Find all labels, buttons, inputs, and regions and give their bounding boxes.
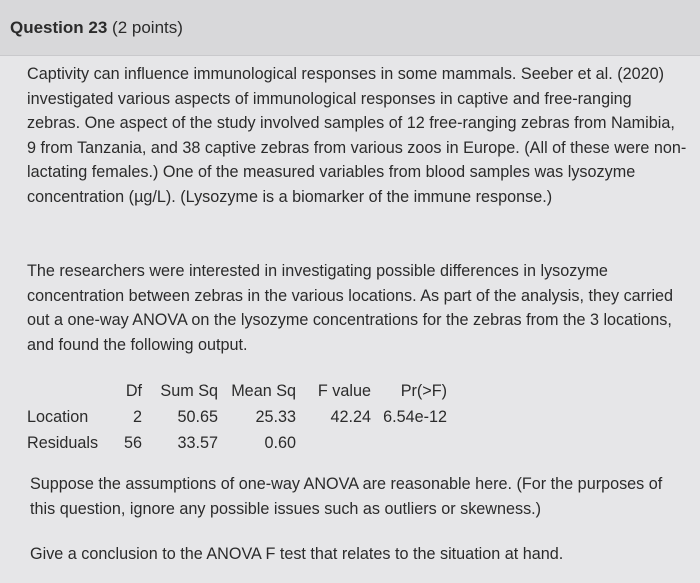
- anova-header-cell: [27, 378, 117, 404]
- anova-cell: 33.57: [177, 433, 218, 452]
- intro-paragraph: Captivity can influence immunological responses in some mammals. Seeber et al. (2020) investigated various aspects of immunological responses in captive and free-ranging zebras. One aspect of the study involved samples of 12 free-ranging zebras from Namibia, 9 from Tanzania, and 38 captive zebras from various zoos in Europe. (All of these were non-lactating females.) One of the measured variables from blood samples was lysozyme concentration (µg/L). (Lysozyme is a biomarker of the immune response.): [27, 65, 687, 206]
- anova-cell: 56: [123, 433, 142, 452]
- anova-cell: 0.60: [264, 433, 296, 452]
- anova-cell: 50.65: [177, 407, 218, 426]
- anova-cell: [296, 430, 371, 456]
- anova-cell: Residuals: [27, 433, 99, 452]
- anova-cell: [371, 430, 447, 456]
- anova-header-row: [27, 378, 447, 404]
- anova-row-location: [27, 404, 447, 430]
- question-number: Question 23: [10, 18, 108, 37]
- assumptions-paragraph: Suppose the assumptions of one-way ANOVA are reasonable here. (For the purposes of this question, ignore any possible issues such as outliers or skewness.): [30, 475, 663, 518]
- anova-header-cell: Df: [125, 381, 142, 400]
- question-prompt: Give a conclusion to the ANOVA F test that relates to the situation at hand.: [30, 545, 564, 563]
- question-title: [10, 18, 183, 38]
- anova-header-cell: Pr(>F): [400, 381, 447, 400]
- anova-header-cell: Mean Sq: [231, 381, 296, 400]
- anova-header-cell: Sum Sq: [160, 381, 218, 400]
- anova-cell: 25.33: [255, 407, 296, 426]
- question-points: (2 points): [112, 18, 183, 37]
- question-header: [0, 0, 700, 56]
- anova-header-cell: F value: [317, 381, 371, 400]
- anova-cell: 2: [132, 407, 142, 426]
- anova-cell: 42.24: [330, 407, 371, 426]
- researchers-paragraph: The researchers were interested in investigating possible differences in lysozyme concentration between zebras in the various locations. As part of the analysis, they carried out a one-way ANOVA on the lysozyme concentrations for the zebras from the 3 locations, and found the following output.: [27, 262, 674, 354]
- anova-table: [27, 378, 447, 456]
- anova-cell: 6.54e-12: [383, 407, 447, 426]
- anova-cell: Location: [27, 407, 89, 426]
- anova-row-residuals: [27, 430, 447, 456]
